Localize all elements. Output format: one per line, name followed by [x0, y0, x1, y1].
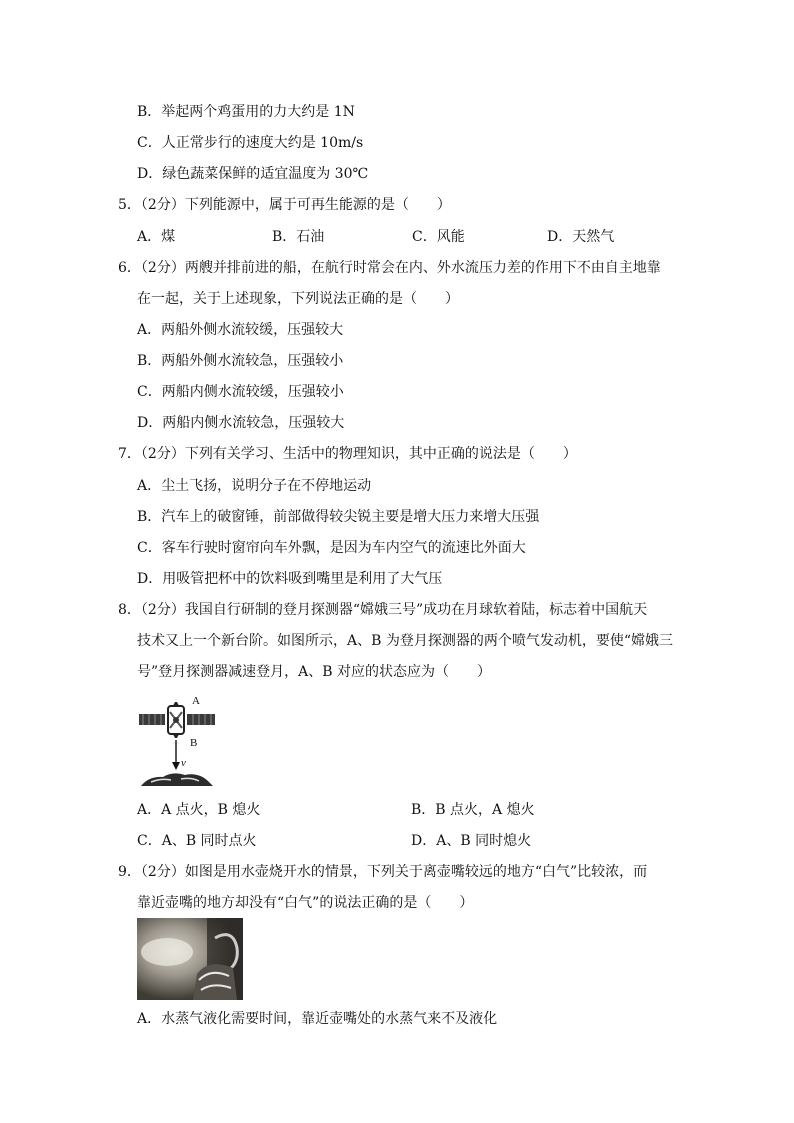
- lunar-probe-figure: [137, 692, 227, 788]
- label-v: v: [181, 757, 186, 769]
- question-8-options-row1: [137, 800, 677, 820]
- question-9-stem-line2: 靠近壶嘴的地方却没有“白气”的说法正确的是（ ）: [137, 895, 474, 911]
- option-d-prev: D．绿色蔬菜保鲜的适宜温度为 30℃: [137, 166, 369, 182]
- question-7-stem: 7．（2分）下列有关学习、生活中的物理知识，其中正确的说法是（ ）: [118, 446, 577, 462]
- q9-option-a: A．水蒸气液化需要时间，靠近壶嘴处的水蒸气来不及液化: [137, 1011, 498, 1027]
- steam-cloud: [141, 938, 193, 966]
- q7-option-c: C．客车行驶时窗帘向车外飘，是因为车内空气的流速比外面大: [137, 540, 526, 556]
- label-b: B: [190, 737, 198, 749]
- q6-option-b: B．两船外侧水流较急，压强较小: [137, 353, 344, 369]
- q5-option-d: D．天然气: [547, 229, 615, 245]
- question-5-options: [137, 227, 677, 247]
- option-c-prev: C．人正常步行的速度大约是 10m/s: [137, 135, 364, 151]
- kettle-steam-photo: [137, 918, 243, 1000]
- q8-option-d: D．A、B 同时熄火: [411, 833, 532, 849]
- engine-b-nozzle: [173, 734, 179, 738]
- q8-option-b: B．B 点火，A 熄火: [411, 802, 535, 818]
- q5-option-b: B．石油: [272, 229, 325, 245]
- q8-option-a: A．A 点火，B 熄火: [137, 802, 261, 818]
- option-b-prev: B．举起两个鸡蛋用的力大约是 1N: [137, 104, 355, 120]
- q5-option-c: C．风能: [412, 229, 465, 245]
- question-6-stem-line1: 6．（2分）两艘并排前进的船，在航行时常会在内、外水流压力差的作用下不由自主地靠: [118, 260, 661, 276]
- q6-option-c: C．两船内侧水流较缓，压强较小: [137, 384, 344, 400]
- q7-option-d: D．用吸管把杯中的饮料吸到嘴里是利用了大气压: [137, 571, 443, 587]
- q6-option-d: D．两船内侧水流较急，压强较大: [137, 415, 345, 431]
- question-8-stem-line2: 技术又上一个新台阶。如图所示，A、B 为登月探测器的两个喷气发动机，要使“嫦娥三: [137, 633, 674, 649]
- q7-option-a: A．尘土飞扬，说明分子在不停地运动: [137, 478, 372, 494]
- label-a: A: [192, 695, 200, 707]
- question-9-stem-line1: 9．（2分）如图是用水壶烧开水的情景，下列关于离壶嘴较远的地方“白气”比较浓，而: [118, 864, 648, 880]
- q8-option-c: C．A、B 同时点火: [137, 833, 257, 849]
- q7-option-b: B．汽车上的破窗锤，前部做得较尖锐主要是增大压力来增大压强: [137, 509, 540, 525]
- question-6-stem-line2: 在一起，关于上述现象，下列说法正确的是（ ）: [137, 291, 459, 307]
- question-5-stem: 5．（2分）下列能源中，属于可再生能源的是（ ）: [118, 197, 451, 213]
- moon-surface: [141, 773, 213, 786]
- q5-option-a: A．煤: [137, 229, 176, 245]
- question-8-options-row2: [137, 831, 677, 851]
- engine-a-nozzle: [173, 702, 179, 706]
- question-8-stem-line1: 8．（2分）我国自行研制的登月探测器“嫦娥三号”成功在月球软着陆，标志着中国航天: [118, 602, 648, 618]
- q6-option-a: A．两船外侧水流较缓，压强较大: [137, 322, 344, 338]
- question-8-stem-line3: 号”登月探测器减速登月，A、B 对应的状态应为（ ）: [137, 664, 492, 680]
